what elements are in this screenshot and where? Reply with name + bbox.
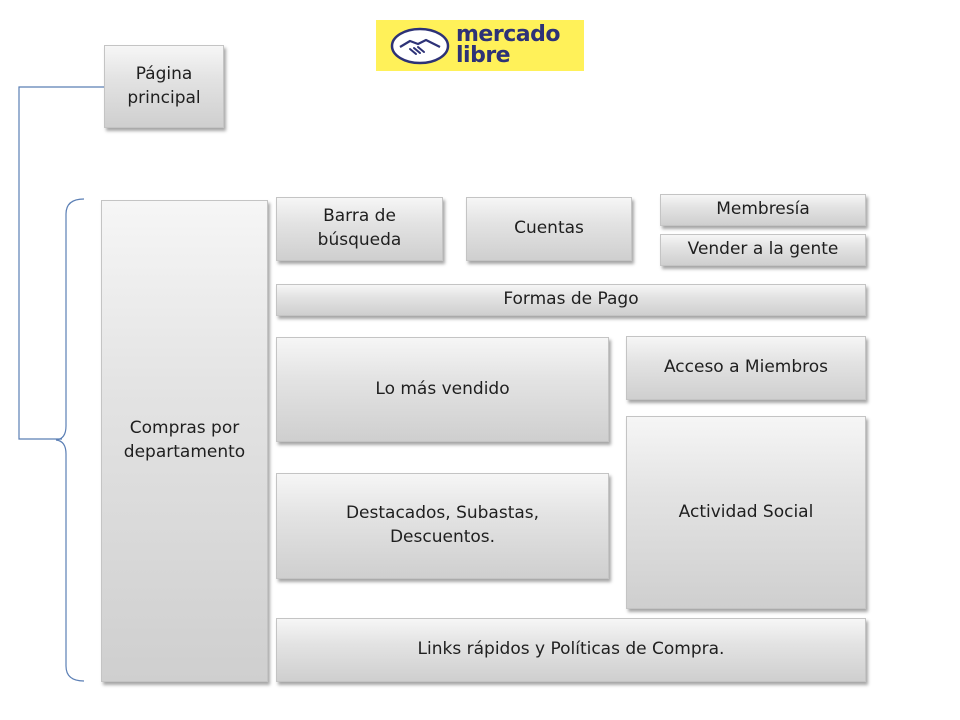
section-brace <box>56 199 84 681</box>
membership-box: Membresía <box>660 194 866 226</box>
handshake-icon <box>390 27 450 65</box>
search-bar-box: Barra de búsqueda <box>276 197 443 261</box>
social-activity-box: Actividad Social <box>626 416 866 609</box>
member-access-box: Acceso a Miembros <box>626 336 866 400</box>
departments-box: Compras por departamento <box>101 200 268 682</box>
accounts-box: Cuentas <box>466 197 632 261</box>
sell-box: Vender a la gente <box>660 234 866 266</box>
logo-line-2: libre <box>456 43 511 68</box>
home-page-box: Página principal <box>104 45 224 128</box>
best-sellers-box: Lo más vendido <box>276 337 609 442</box>
home-connector <box>19 87 104 439</box>
logo-line-1: mercado <box>456 22 560 47</box>
logo-wordmark <box>456 24 560 66</box>
quick-links-box: Links rápidos y Políticas de Compra. <box>276 618 866 682</box>
payment-methods-box: Formas de Pago <box>276 284 866 316</box>
featured-deals-box: Destacados, Subastas, Descuentos. <box>276 473 609 579</box>
mercadolibre-logo <box>376 20 584 71</box>
